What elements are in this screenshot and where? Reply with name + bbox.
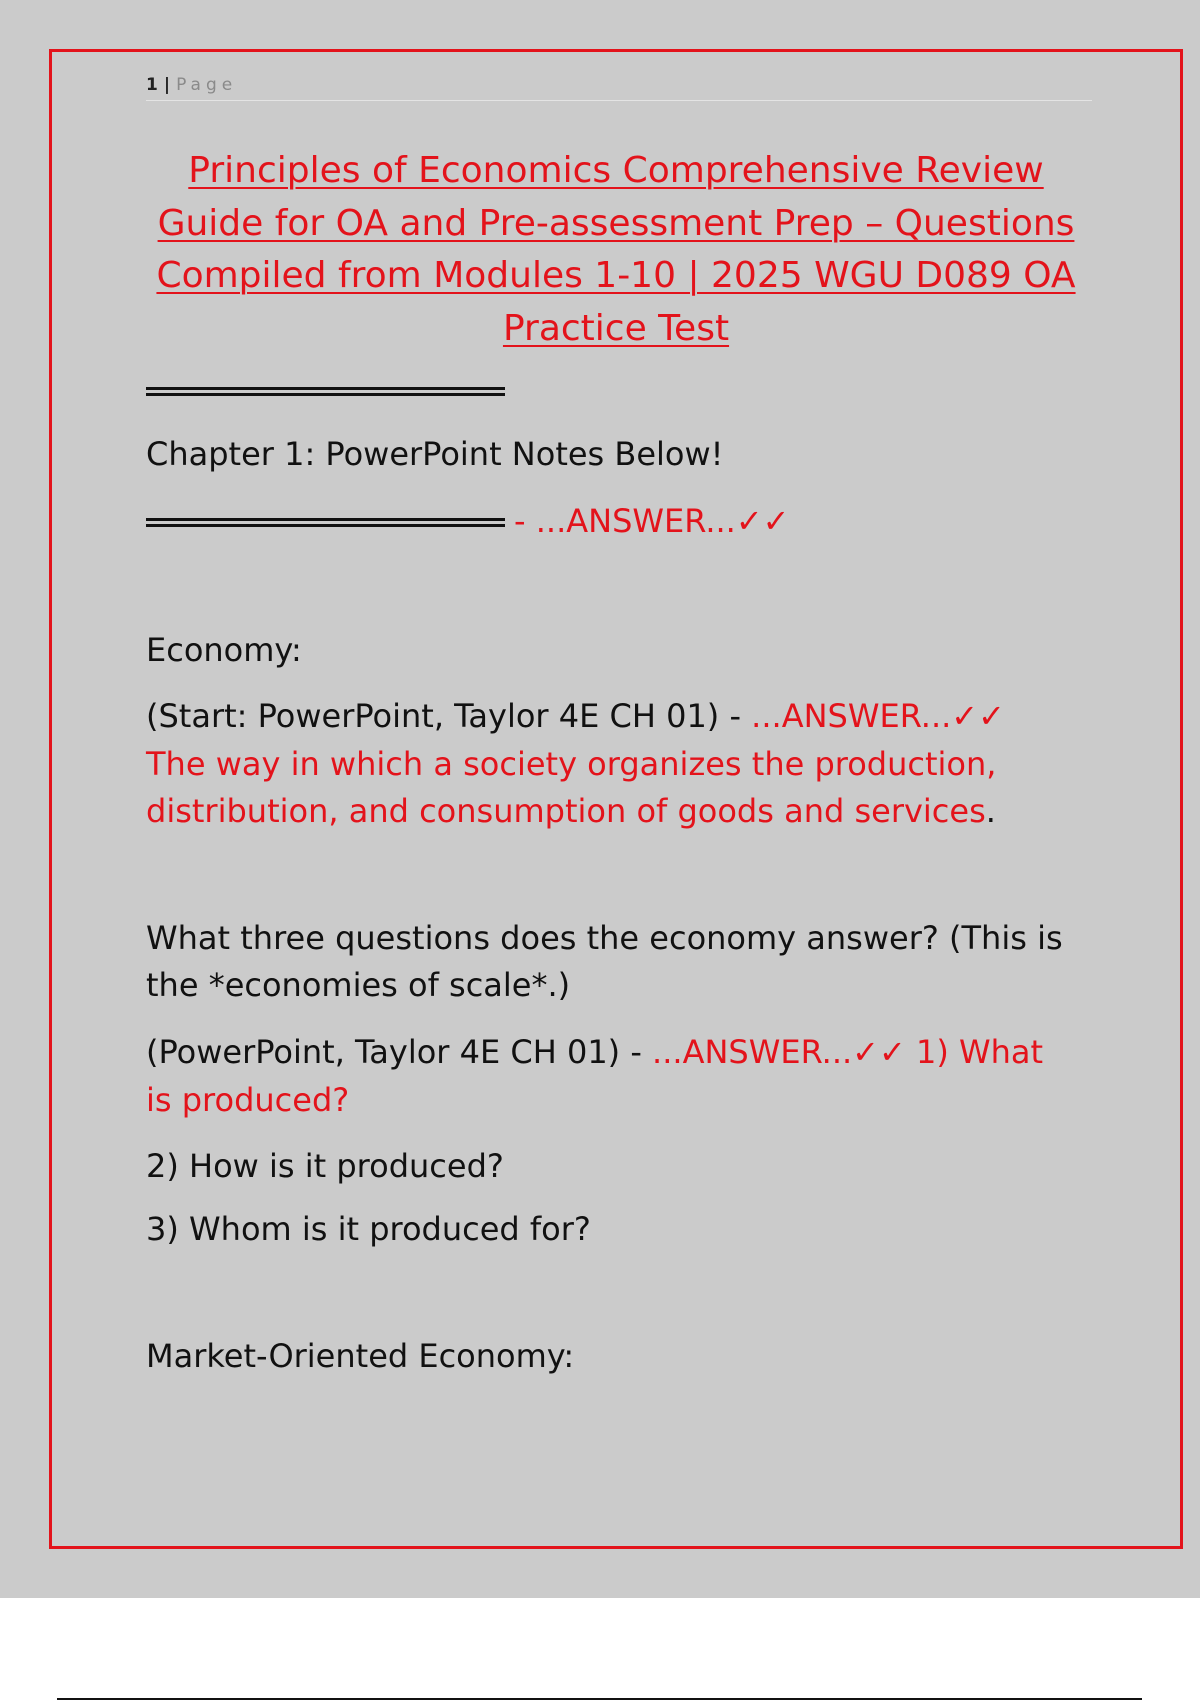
source-citation: (Start: PowerPoint, Taylor 4E CH 01) - xyxy=(146,697,752,735)
economy-source-line xyxy=(146,693,1005,740)
divider-rule xyxy=(146,387,505,396)
answer-text-line: 2) How is it produced? xyxy=(146,1147,504,1185)
answer-text: 1) What xyxy=(905,1033,1044,1071)
question-line: the *economies of scale*.) xyxy=(146,966,571,1004)
source-citation: (PowerPoint, Taylor 4E CH 01) - xyxy=(146,1033,653,1071)
answer-label: ...ANSWER...✓✓ xyxy=(751,697,1005,735)
answer-text-line: is produced? xyxy=(146,1081,350,1119)
question-source-line xyxy=(146,1029,1043,1076)
answer-period: . xyxy=(985,792,996,830)
answer-text: distribution, and consumption of goods and services xyxy=(146,792,986,830)
page-label: Page xyxy=(176,75,238,95)
page-number: 1 xyxy=(146,75,158,95)
answer-text-line: 3) Whom is it produced for? xyxy=(146,1210,591,1248)
answer-text-line xyxy=(146,788,996,835)
term-economy: Economy: xyxy=(146,631,302,669)
chapter-heading: Chapter 1: PowerPoint Notes Below! xyxy=(146,435,724,473)
page-separator: | xyxy=(163,75,171,95)
page-header xyxy=(146,74,1092,101)
question-line: What three questions does the economy answer? (This is xyxy=(146,919,1063,957)
answer-marker: - ...ANSWER...✓✓ xyxy=(514,502,790,540)
document-title: Principles of Economics Comprehensive Review Guide for OA and Pre-assessment Prep – Questions Compiled from Modules 1-10 | 2025 WGU D089 OA Practice Test xyxy=(156,150,1076,349)
answer-text-line: The way in which a society organizes the production, xyxy=(146,745,997,783)
term-market-oriented-economy: Market-Oriented Economy: xyxy=(146,1337,575,1375)
answer-label: ...ANSWER...✓✓ xyxy=(652,1033,906,1071)
divider-rule-answer xyxy=(146,518,505,527)
